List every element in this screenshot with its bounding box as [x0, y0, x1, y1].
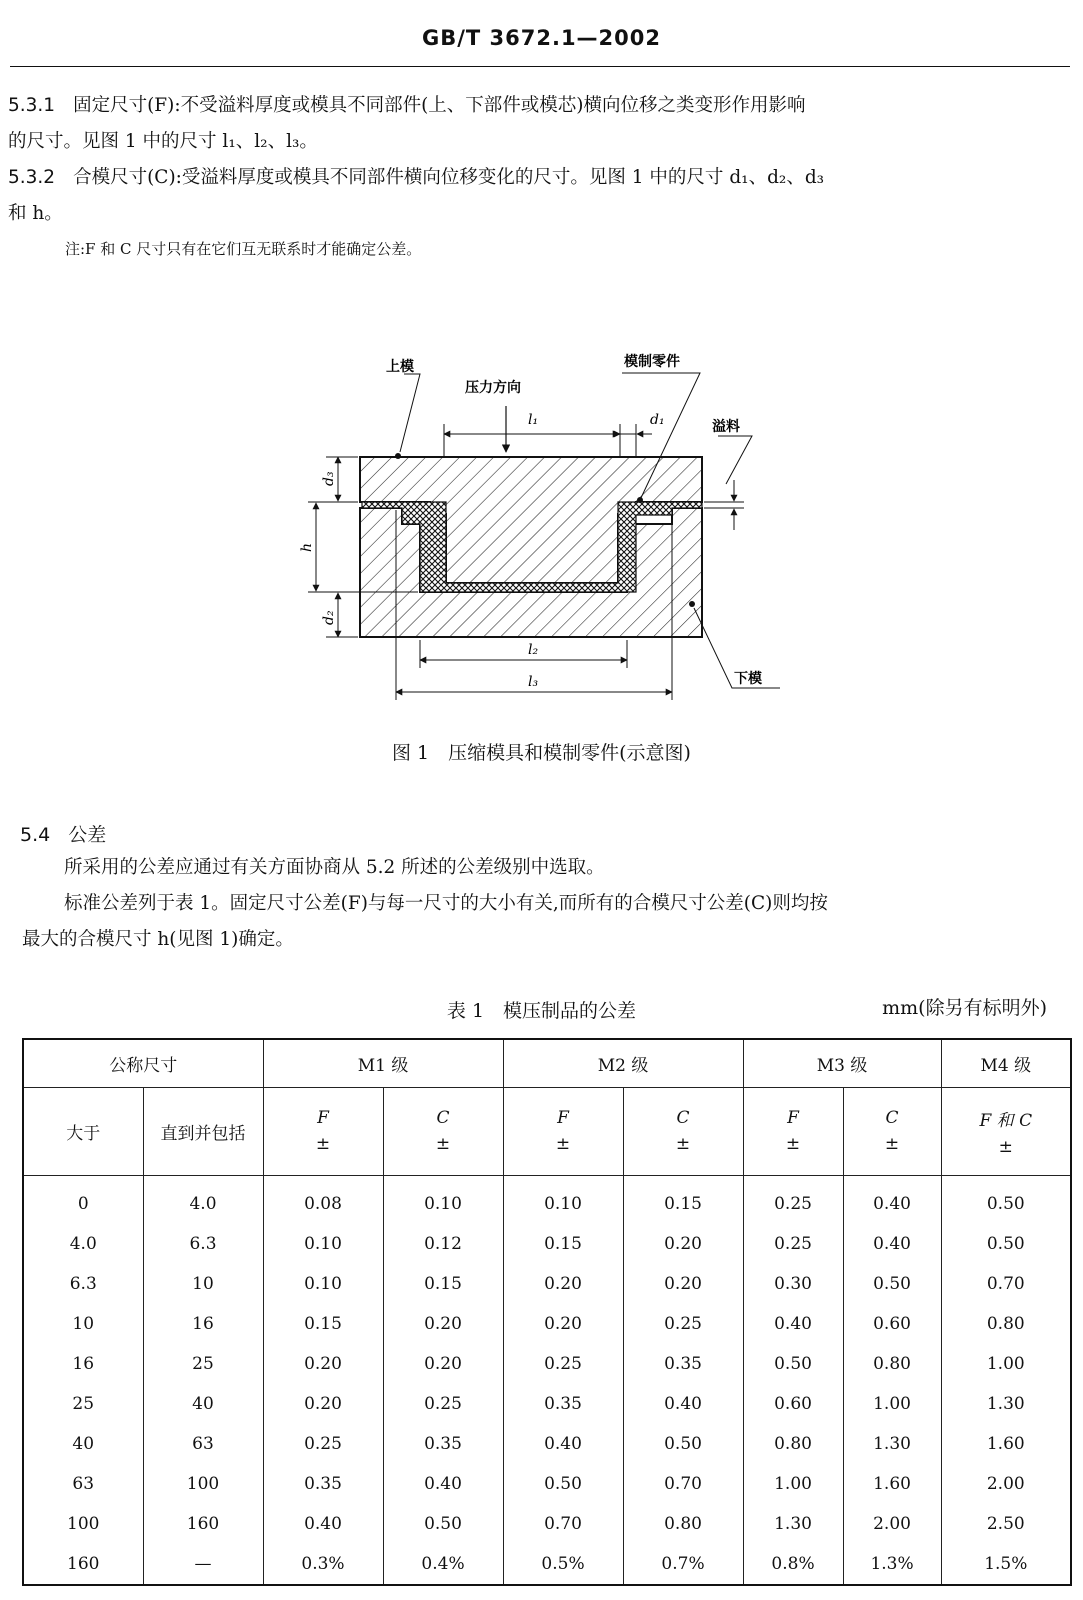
header-pm: ±	[998, 1136, 1013, 1157]
table-cell: 40	[23, 1424, 143, 1464]
label-flash: 溢料	[712, 419, 740, 435]
table-cell: 0.70	[941, 1264, 1071, 1304]
table-cell: 0.50	[941, 1175, 1071, 1224]
table-cell: 100	[23, 1504, 143, 1544]
table-cell: 0.35	[623, 1344, 743, 1384]
header-nominal-size: 公称尺寸	[23, 1039, 263, 1087]
section-title: 公差	[68, 824, 107, 846]
table-cell: 0.50	[743, 1344, 843, 1384]
label-molded-part: 模制零件	[624, 354, 680, 370]
label-l2: l₂	[528, 642, 539, 658]
table-cell: 0.25	[263, 1424, 383, 1464]
table-cell: 0.15	[503, 1224, 623, 1264]
header-pm: ±	[785, 1134, 801, 1154]
table-cell: 1.60	[843, 1464, 941, 1504]
table-cell: 1.60	[941, 1424, 1071, 1464]
section-text-line2: 和 h。	[8, 203, 63, 224]
table-cell: 0.60	[843, 1304, 941, 1344]
section-number: 5.4	[20, 824, 51, 846]
label-upper-mold: 上模	[386, 359, 414, 375]
label-lower-mold: 下模	[734, 671, 762, 687]
label-d3: d₃	[321, 471, 337, 486]
label-l3: l₃	[528, 674, 539, 690]
header-up-to: 直到并包括	[143, 1087, 263, 1175]
header-m3-c	[843, 1087, 941, 1175]
header-m1-f	[263, 1087, 383, 1175]
table-cell: 25	[23, 1384, 143, 1424]
para2-line2: 最大的合模尺寸 h(见图 1)确定。	[22, 929, 294, 950]
table-cell: 1.30	[843, 1424, 941, 1464]
table-cell: 0.10	[503, 1175, 623, 1224]
header-m2: M2 级	[503, 1039, 743, 1087]
header-m1: M1 级	[263, 1039, 503, 1087]
header-sym: F	[317, 1108, 329, 1128]
table-unit: mm(除另有标明外)	[882, 997, 1047, 1019]
table-cell: 4.0	[143, 1175, 263, 1224]
section-number: 5.3.1	[8, 95, 56, 116]
header-sym: C	[436, 1108, 450, 1128]
header-sym: F 和 C	[979, 1110, 1033, 1131]
note-text: 注:F 和 C 尺寸只有在它们互无联系时才能确定公差。	[65, 240, 422, 258]
table-cell: 0.20	[383, 1304, 503, 1344]
table-cell: 0.60	[743, 1384, 843, 1424]
section-5-3-1	[8, 88, 1063, 160]
table-cell: 2.50	[941, 1504, 1071, 1544]
table-cell: 1.5%	[941, 1544, 1071, 1585]
header-m3: M3 级	[743, 1039, 941, 1087]
table-body	[23, 1175, 1071, 1585]
table-cell: 0.50	[941, 1224, 1071, 1264]
table-row	[23, 1304, 1071, 1344]
table-cell: 0.10	[263, 1264, 383, 1304]
table-cell: 0.15	[263, 1304, 383, 1344]
table-cell: 0.80	[743, 1424, 843, 1464]
table-cell: 1.00	[941, 1344, 1071, 1384]
table-cell: 0.7%	[623, 1544, 743, 1585]
section-number: 5.3.2	[8, 167, 56, 188]
table-cell: 0.15	[623, 1175, 743, 1224]
table-cell: 0.10	[383, 1175, 503, 1224]
header-sym: C	[885, 1108, 899, 1128]
table-cell: 0	[23, 1175, 143, 1224]
header-sym: F	[557, 1108, 569, 1128]
table-caption: 表 1 模压制品的公差	[446, 1000, 637, 1022]
table-cell: 6.3	[143, 1224, 263, 1264]
table-row	[23, 1504, 1071, 1544]
table-cell: 0.40	[383, 1464, 503, 1504]
section-5-4-para2	[22, 886, 1067, 958]
header-title: GB/T 3672.1—2002	[421, 26, 662, 50]
table-cell: 16	[23, 1344, 143, 1384]
tolerance-table	[22, 1038, 1072, 1586]
table-cell: 1.30	[743, 1504, 843, 1544]
header-pm: ±	[675, 1134, 691, 1154]
table-cell: 0.20	[503, 1304, 623, 1344]
section-text-line2: 的尺寸。见图 1 中的尺寸 l₁、l₂、l₃。	[8, 131, 318, 152]
section-5-3-2	[8, 160, 1063, 232]
label-l1: l₁	[528, 412, 539, 428]
table-cell: 0.25	[503, 1344, 623, 1384]
header-pm: ±	[435, 1134, 451, 1154]
table-cell: 63	[143, 1424, 263, 1464]
header-pm: ±	[315, 1134, 331, 1154]
header-m3-f	[743, 1087, 843, 1175]
table-cell: 160	[23, 1544, 143, 1585]
table-cell: 0.25	[383, 1384, 503, 1424]
label-d1: d₁	[650, 412, 665, 428]
table-row	[23, 1224, 1071, 1264]
table-cell: 0.35	[503, 1384, 623, 1424]
label-pressure-direction: 压力方向	[465, 380, 521, 396]
table-cell: 0.70	[503, 1504, 623, 1544]
table-cell: 0.80	[623, 1504, 743, 1544]
table-cell: 0.5%	[503, 1544, 623, 1585]
header-sym: C	[676, 1108, 690, 1128]
table-cell: 0.20	[623, 1224, 743, 1264]
table-cell: 2.00	[843, 1504, 941, 1544]
section-5-4-heading	[20, 820, 106, 847]
table-cell: 40	[143, 1384, 263, 1424]
table-cell: 0.10	[263, 1224, 383, 1264]
table-cell: 0.3%	[263, 1544, 383, 1585]
header-pm: ±	[884, 1134, 900, 1154]
table-cell: 0.8%	[743, 1544, 843, 1585]
para2-line1: 标准公差列于表 1。固定尺寸公差(F)与每一尺寸的大小有关,而所有的合模尺寸公差(C)则均按	[64, 893, 828, 914]
header-above: 大于	[23, 1087, 143, 1175]
table-cell: 0.20	[263, 1384, 383, 1424]
table-cell: 1.30	[941, 1384, 1071, 1424]
table-cell: 4.0	[23, 1224, 143, 1264]
table-cell: 0.25	[623, 1304, 743, 1344]
table-cell: 0.40	[843, 1224, 941, 1264]
table-cell: 0.25	[743, 1224, 843, 1264]
table-cell: 0.20	[503, 1264, 623, 1304]
figure-caption: 图 1 压缩模具和模制零件(示意图)	[392, 742, 691, 764]
table-cell: 0.20	[383, 1344, 503, 1384]
header-rule	[10, 66, 1070, 67]
table-cell: 0.40	[623, 1384, 743, 1424]
table-row	[23, 1424, 1071, 1464]
table-cell: 0.20	[263, 1344, 383, 1384]
table-cell: 0.40	[843, 1175, 941, 1224]
table-cell: 0.50	[503, 1464, 623, 1504]
table-cell: 160	[143, 1504, 263, 1544]
table-cell: 1.3%	[843, 1544, 941, 1585]
table-cell: 10	[143, 1264, 263, 1304]
table-cell: 100	[143, 1464, 263, 1504]
table-cell: 0.40	[503, 1424, 623, 1464]
table-cell: 0.4%	[383, 1544, 503, 1585]
table-cell: 0.08	[263, 1175, 383, 1224]
table-row	[23, 1344, 1071, 1384]
table-cell: 0.35	[263, 1464, 383, 1504]
table-cell: 0.80	[843, 1344, 941, 1384]
table-row	[23, 1264, 1071, 1304]
table-cell: 1.00	[743, 1464, 843, 1504]
table-cell: 0.50	[623, 1424, 743, 1464]
section-text-line1: 合模尺寸(C):受溢料厚度或模具不同部件横向位移变化的尺寸。见图 1 中的尺寸 d₁、d₂、d₃	[73, 167, 825, 188]
table-cell: 0.40	[263, 1504, 383, 1544]
label-h: h	[299, 542, 315, 552]
table-cell: 0.12	[383, 1224, 503, 1264]
table-cell: 0.15	[383, 1264, 503, 1304]
table-cell: —	[143, 1544, 263, 1585]
header-m4: M4 级	[941, 1039, 1071, 1087]
section-5-4-para1: 所采用的公差应通过有关方面协商从 5.2 所述的公差级别中选取。	[64, 857, 605, 878]
table-cell: 63	[23, 1464, 143, 1504]
header-m4-fc	[941, 1087, 1071, 1175]
label-d2: d₂	[321, 610, 337, 625]
table-cell: 0.35	[383, 1424, 503, 1464]
table-row	[23, 1175, 1071, 1224]
table-cell: 2.00	[941, 1464, 1071, 1504]
table-cell: 0.30	[743, 1264, 843, 1304]
table-cell: 0.25	[743, 1175, 843, 1224]
table-cell: 0.80	[941, 1304, 1071, 1344]
section-text-line1: 固定尺寸(F):不受溢料厚度或模具不同部件(上、下部件或模芯)横向位移之类变形作用影响	[73, 95, 806, 116]
table-cell: 0.20	[623, 1264, 743, 1304]
table-cell: 1.00	[843, 1384, 941, 1424]
table-row	[23, 1464, 1071, 1504]
header-pm: ±	[555, 1134, 571, 1154]
table-cell: 6.3	[23, 1264, 143, 1304]
header-sym: F	[787, 1108, 799, 1128]
table-cell: 0.70	[623, 1464, 743, 1504]
header-m2-f	[503, 1087, 623, 1175]
table-cell: 0.50	[383, 1504, 503, 1544]
table-row	[23, 1544, 1071, 1585]
table-cell: 25	[143, 1344, 263, 1384]
table-cell: 0.40	[743, 1304, 843, 1344]
table-cell: 16	[143, 1304, 263, 1344]
table-cell: 10	[23, 1304, 143, 1344]
header-m1-c	[383, 1087, 503, 1175]
mold-diagram	[0, 330, 1083, 730]
table-row	[23, 1384, 1071, 1424]
table-cell: 0.50	[843, 1264, 941, 1304]
header-m2-c	[623, 1087, 743, 1175]
